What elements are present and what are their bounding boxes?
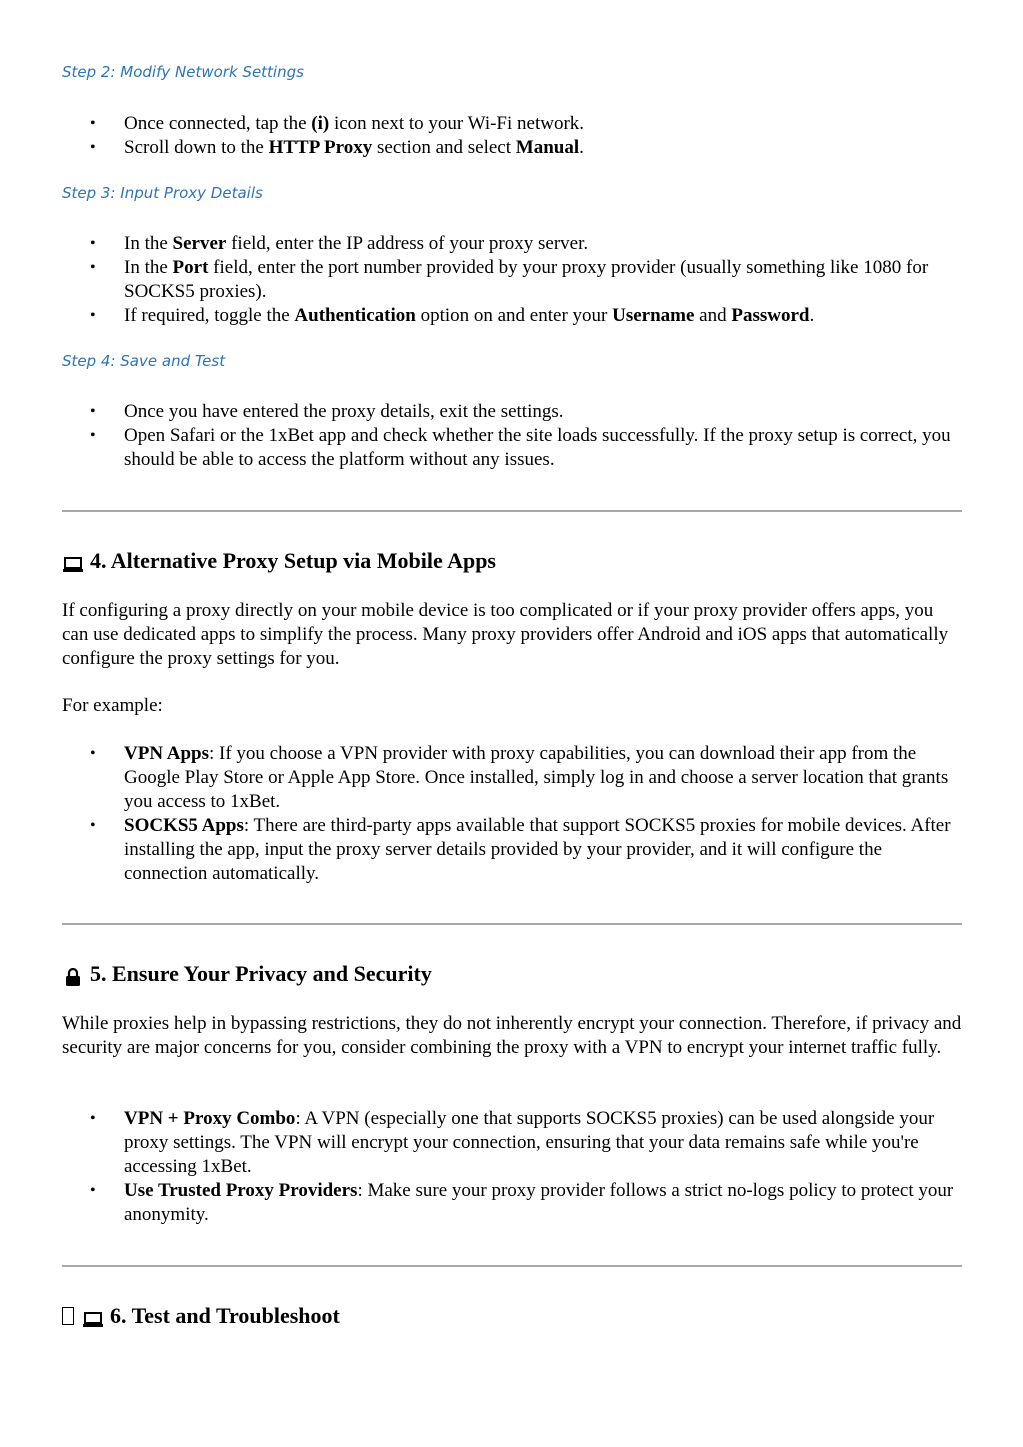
step3-heading: Step 3: Input Proxy Details — [62, 184, 263, 202]
list-item: • Open Safari or the 1xBet app and check whether the site loads successfully. If the proxy setup is correct, you should be able to access the platform without any issues. — [90, 425, 951, 470]
section5-intro: While proxies help in bypassing restrictions, they do not inherently encrypt your connection. Therefore, if privacy and security are major concerns for you, consider combining the proxy with a VPN to encrypt your internet traffic fully. — [62, 1013, 962, 1058]
list-item: • Use Trusted Proxy Providers: Make sure your proxy provider follows a strict no-logs policy to protect your anonymity. — [90, 1180, 954, 1225]
list-item: • VPN + Proxy Combo: A VPN (especially one that supports SOCKS5 proxies) can be used alongside your proxy settings. The VPN will encrypt your connection, ensuring that your data remains safe while you're accessing 1xBet. — [90, 1108, 935, 1177]
list-item: • In the Port field, enter the port number provided by your proxy provider (usually something like 1080 for SOCKS5 proxies). — [90, 257, 929, 302]
list-item: • SOCKS5 Apps: There are third-party apps available that support SOCKS5 proxies for mobile devices. After installing the app, input the proxy server details provided by your provider, and it will configure the connection automatically. — [90, 815, 951, 884]
section-divider — [62, 1265, 962, 1267]
section6-heading: 6. Test and Troubleshoot — [62, 1302, 340, 1330]
laptop-icon — [62, 552, 84, 570]
section-divider — [62, 923, 962, 925]
section4-heading: 4. Alternative Proxy Setup via Mobile Apps — [62, 547, 496, 575]
missing-glyph-icon — [62, 1307, 74, 1325]
list-item: • Once you have entered the proxy details, exit the settings. — [90, 401, 564, 422]
section-divider — [62, 510, 962, 512]
section4-example-label: For example: — [62, 695, 163, 716]
section4-intro: If configuring a proxy directly on your mobile device is too complicated or if your proxy provider offers apps, you can use dedicated apps to simplify the process. Many proxy providers offer Android and iOS apps that automatically configure the proxy settings for you. — [62, 600, 949, 669]
step2-list — [62, 112, 962, 160]
list-item: • Scroll down to the HTTP Proxy section and select Manual. — [90, 137, 584, 158]
laptop-icon — [82, 1307, 104, 1325]
section4-list — [62, 742, 962, 886]
step4-list — [62, 400, 962, 472]
step3-list — [62, 232, 962, 328]
section5-list — [62, 1107, 962, 1227]
list-item: • In the Server field, enter the IP address of your proxy server. — [90, 233, 589, 254]
section5-heading: 5. Ensure Your Privacy and Security — [62, 960, 432, 988]
lock-icon — [62, 965, 84, 983]
step4-heading: Step 4: Save and Test — [62, 352, 226, 370]
list-item: • If required, toggle the Authentication option on and enter your Username and Password. — [90, 305, 815, 326]
list-item: • VPN Apps: If you choose a VPN provider with proxy capabilities, you can download their app from the Google Play Store or Apple App Store. Once installed, simply log in and choose a server location that grants you access to 1xBet. — [90, 743, 949, 812]
step2-heading: Step 2: Modify Network Settings — [62, 63, 304, 81]
list-item: • Once connected, tap the (i) icon next to your Wi-Fi network. — [90, 113, 585, 134]
